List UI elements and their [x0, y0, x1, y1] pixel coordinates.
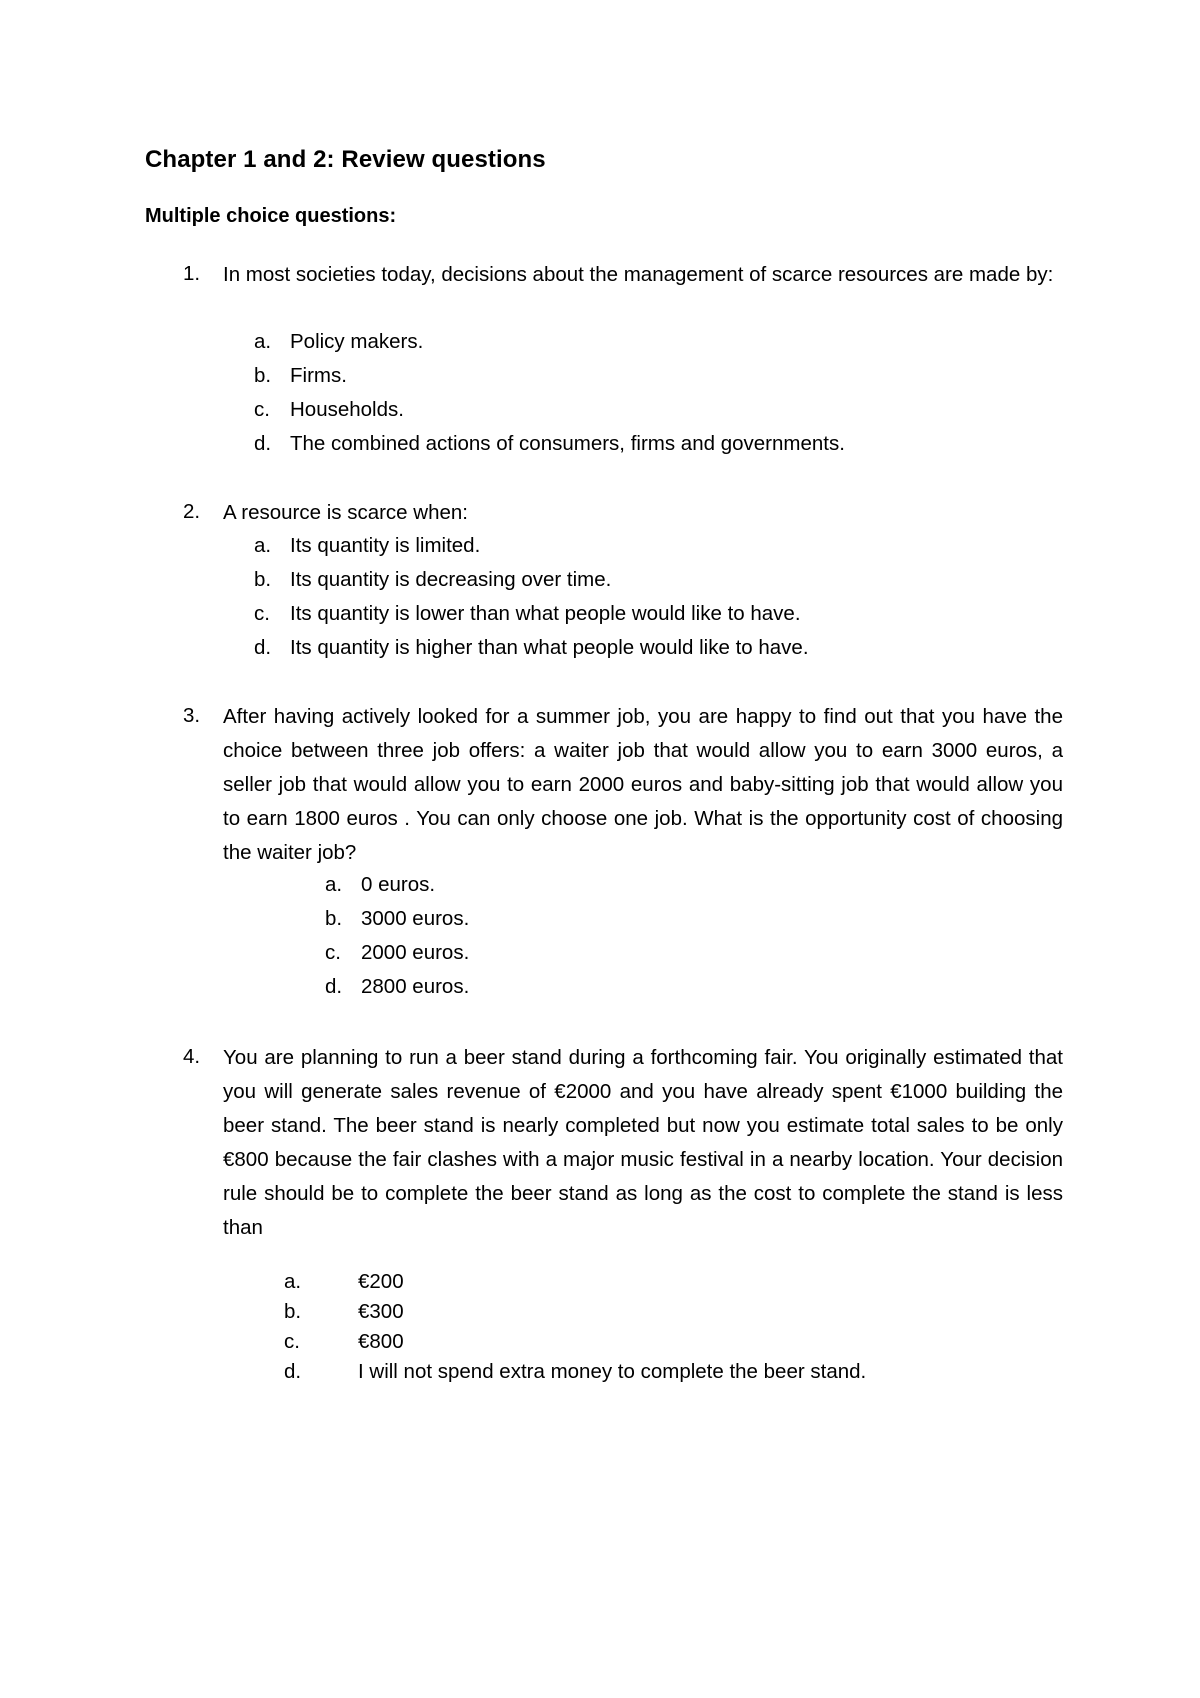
- question-1-text: In most societies today, decisions about the management of scarce resources are made by:: [223, 263, 1054, 286]
- question-1-option-a-letter: a.: [254, 330, 272, 353]
- question-1-option-c-text: Households.: [290, 398, 404, 421]
- question-1-option-a-text: Policy makers.: [290, 330, 424, 353]
- question-3-option-a-letter: a.: [325, 873, 343, 896]
- question-4-option-b-letter: b.: [284, 1300, 302, 1323]
- question-2-option-d-letter: d.: [254, 636, 272, 659]
- question-1-number: 1.: [183, 262, 201, 285]
- question-4-option-a-text: €200: [358, 1270, 404, 1293]
- question-3-option-b-text: 3000 euros.: [361, 907, 470, 930]
- question-2-option-b-letter: b.: [254, 568, 272, 591]
- question-2-option-a-letter: a.: [254, 534, 272, 557]
- question-4-option-a-letter: a.: [284, 1270, 302, 1293]
- question-2-option-c-letter: c.: [254, 602, 270, 625]
- question-3-option-d-text: 2800 euros.: [361, 975, 470, 998]
- document-title: Chapter 1 and 2: Review questions: [145, 146, 546, 173]
- section-heading: Multiple choice questions:: [145, 205, 397, 227]
- question-2-option-c-text: Its quantity is lower than what people would like to have.: [290, 602, 801, 625]
- question-1-option-d-text: The combined actions of consumers, firms and governments.: [290, 432, 845, 455]
- question-2-number: 2.: [183, 500, 201, 523]
- question-3-option-c-text: 2000 euros.: [361, 941, 470, 964]
- question-3-option-a-text: 0 euros.: [361, 873, 436, 896]
- question-1-option-c-letter: c.: [254, 398, 270, 421]
- question-4-option-d-letter: d.: [284, 1360, 302, 1383]
- question-2-option-d-text: Its quantity is higher than what people would like to have.: [290, 636, 809, 659]
- question-3-option-d-letter: d.: [325, 975, 343, 998]
- question-4-text: You are planning to run a beer stand during a forthcoming fair. You originally estimated that you will generate sales revenue of €2000 and you have already spent €1000 building the beer stand. The beer stand is nearly completed but now you estimate total sales to be only €800 because the fair clashes with a major music festival in a nearby location. Your decision rule should be to complete the beer stand as long as the cost to complete the stand is less than: [223, 1046, 1063, 1239]
- question-2-text: A resource is scarce when:: [223, 501, 468, 524]
- question-1-option-b-letter: b.: [254, 364, 272, 387]
- question-4-option-c-letter: c.: [284, 1330, 300, 1353]
- question-4-option-d-text: I will not spend extra money to complete the beer stand.: [358, 1360, 867, 1383]
- question-4-number: 4.: [183, 1045, 201, 1068]
- question-3-text: After having actively looked for a summer job, you are happy to find out that you have the choice between three job offers: a waiter job that would allow you to earn 3000 euros, a seller job that would allow you to earn 2000 euros and baby-sitting job that would allow you to earn 1800 euros . You can only choose one job. What is the opportunity cost of choosing the waiter job?: [223, 705, 1063, 864]
- question-2-option-b-text: Its quantity is decreasing over time.: [290, 568, 612, 591]
- question-1-option-b-text: Firms.: [290, 364, 347, 387]
- question-3-option-c-letter: c.: [325, 941, 341, 964]
- question-2-option-a-text: Its quantity is limited.: [290, 534, 481, 557]
- question-1-option-d-letter: d.: [254, 432, 272, 455]
- question-3-number: 3.: [183, 704, 201, 727]
- question-4-option-b-text: €300: [358, 1300, 404, 1323]
- question-3-option-b-letter: b.: [325, 907, 343, 930]
- question-4-option-c-text: €800: [358, 1330, 404, 1353]
